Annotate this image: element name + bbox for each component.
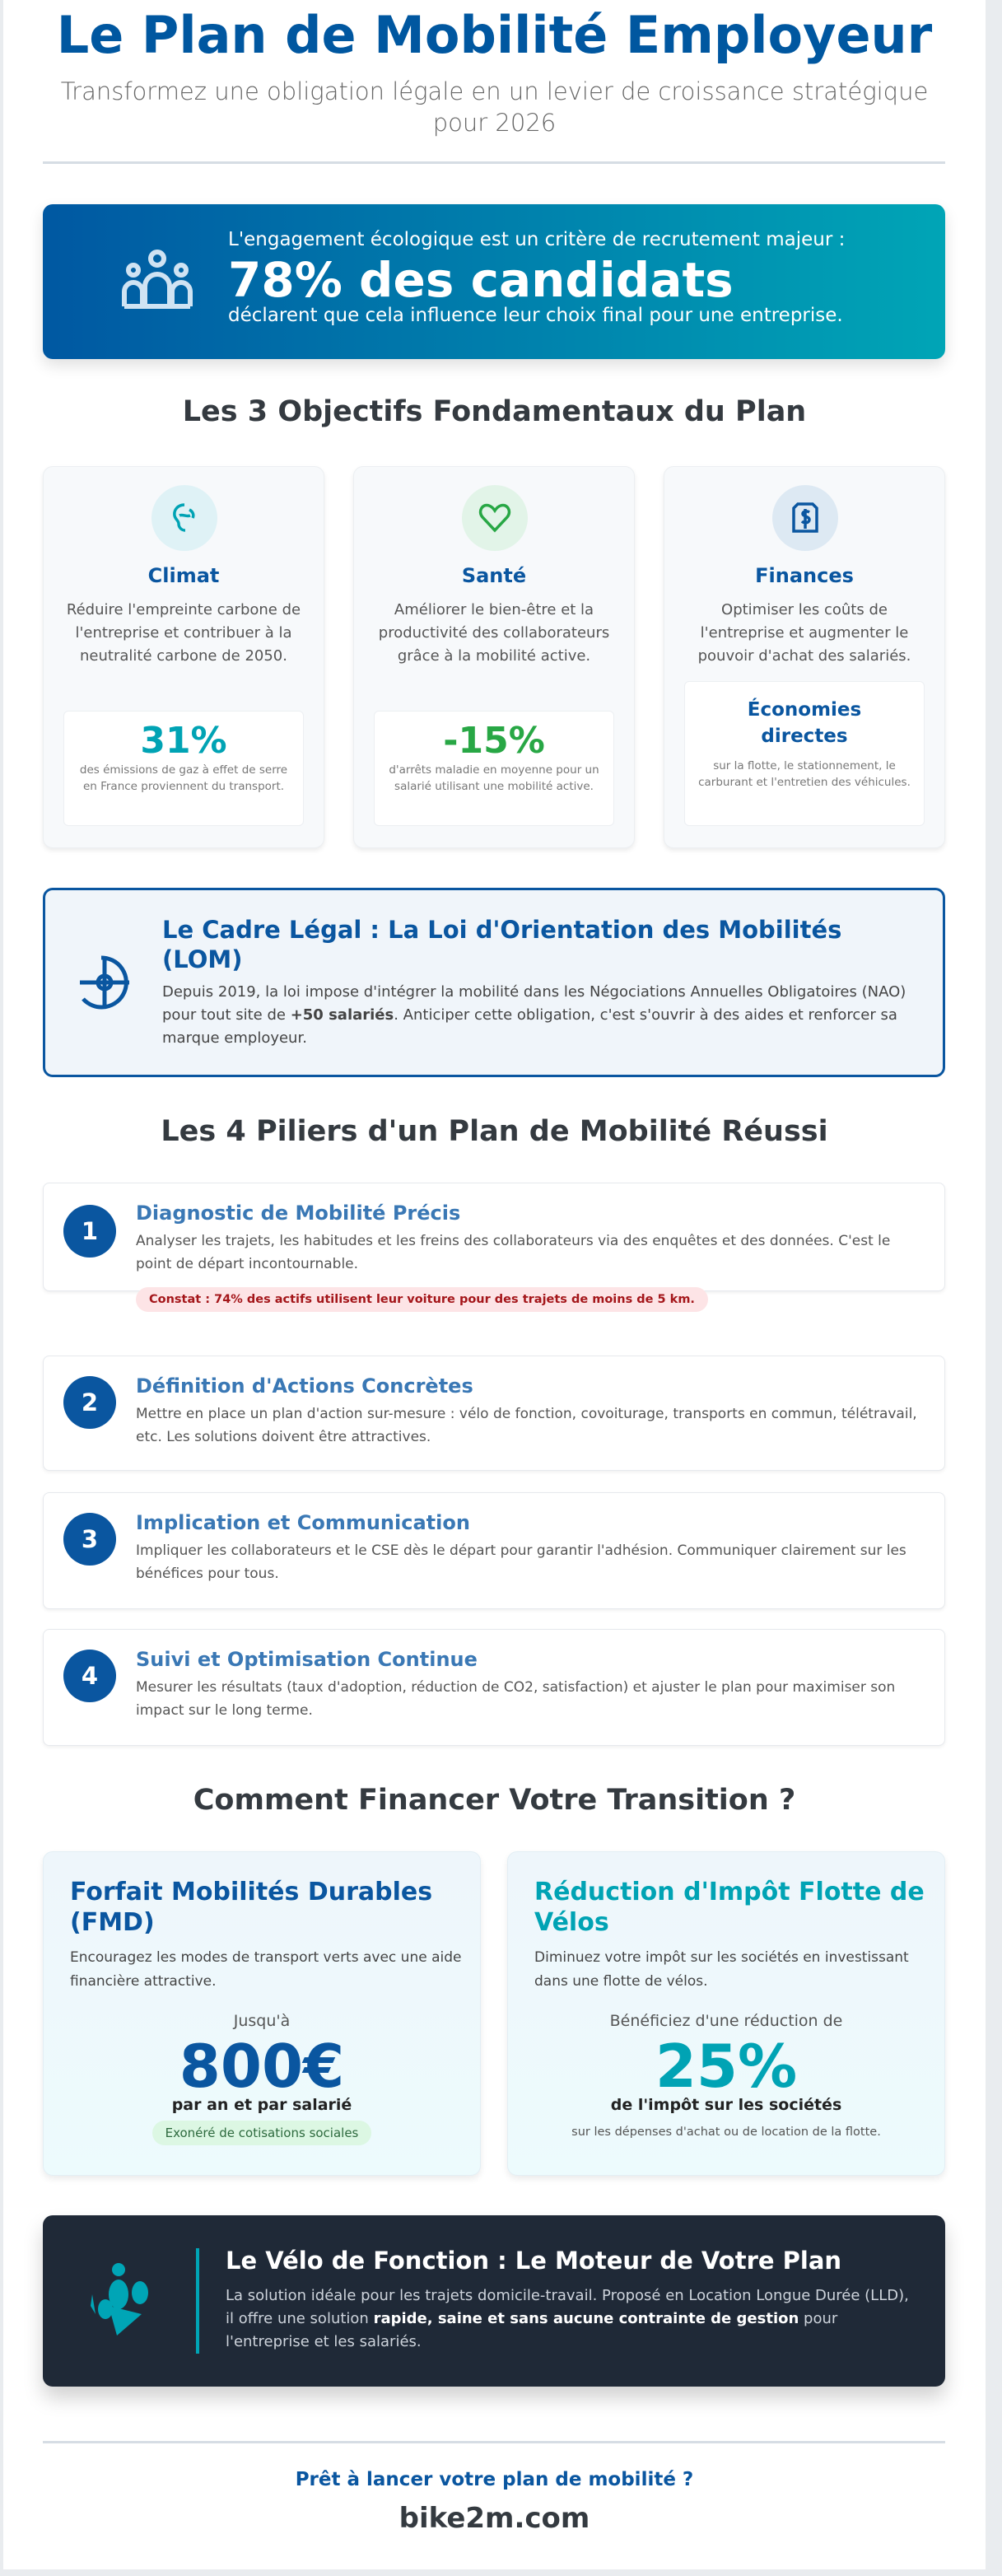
pillar-title: Diagnostic de Mobilité Précis [136,1202,461,1225]
velo-text-bold: rapide, saine et sans aucune contrainte de gestion [373,2310,799,2327]
objectives-heading: Les 3 Objectifs Fondamentaux du Plan [182,395,807,428]
fmd-pre: Jusqu'à [233,2012,291,2030]
tax-unit: de l'impôt sur les sociétés [610,2096,842,2114]
objective-card-climat [43,466,324,848]
pillar-desc: Impliquer les collaborateurs et le CSE dès le départ pour garantir l'adhésion. Communiquer clairement sur les bénéfices pour tous. [136,1542,906,1582]
stat-value: 31% [140,720,227,762]
lom-text [162,981,923,1050]
divider [43,2441,945,2443]
lom-text-end: . Anticiper cette obligation, c'est s'ouvrir à des aides et renforcer sa marque employeur. [162,1006,897,1047]
card-desc: Réduire l'empreinte carbone de l'entreprise et contribuer à la neutralité carbone de 2050. [66,601,301,665]
fmd-card [43,1851,481,2176]
fmd-badge: Exonéré de cotisations sociales [152,2121,372,2145]
pillar-card [43,1183,945,1306]
card-title: Finances [755,564,854,587]
page-subtitle: Transformez une obligation légale en un levier de croissance stratégique pour 2026 [60,77,929,137]
banner-outro: déclarent que cela influence leur choix final pour une entreprise. [228,305,843,326]
divider [43,161,945,164]
cta-text: Prêt à lancer votre plan de mobilité ? [295,2469,694,2490]
banner-headline: 78% des candidats [228,252,734,308]
tax-note: sur les dépenses d'achat ou de location de la flotte. [571,2126,881,2139]
fmd-desc: Encouragez les modes de transport verts avec une aide financière attractive. [70,1949,462,1990]
tax-pre: Bénéficiez d'une réduction de [609,2012,843,2030]
velo-text-start: La solution idéale pour les trajets domicile-travail. Proposé en Location Longue Durée (LLD), il offre une solution [226,2287,909,2327]
velo-text [226,2284,920,2354]
pillar-card [43,1492,945,1609]
fmd-value: 800€ [179,2032,345,2101]
pillar-desc: Mesurer les résultats (taux d'adoption, réduction de CO2, satisfaction) et ajuster le plan pour maximiser son impact sur le long terme. [136,1679,896,1719]
stat-desc: sur la flotte, le stationnement, le carburant et l'entretien des véhicules. [698,759,911,789]
stat-box [374,711,614,826]
step-number: 1 [63,1205,116,1258]
pillar-card [43,1629,945,1746]
accent-bar [196,2248,199,2354]
velo-text-end: pour l'entreprise et les salariés. [226,2310,838,2350]
pillar-title: Suivi et Optimisation Continue [136,1648,478,1671]
tax-value: 25% [655,2032,798,2101]
card-title: Santé [461,564,527,587]
tax-desc: Diminuez votre impôt sur les sociétés en investissant dans une flotte de vélos. [534,1949,909,1990]
banner-intro: L'engagement écologique est un critère de recrutement majeur : [228,229,846,250]
page-title: Le Plan de Mobilité Employeur [56,5,933,65]
velo-title: Le Vélo de Fonction : Le Moteur de Votre Plan [226,2247,842,2275]
pillar-title: Implication et Communication [136,1511,470,1534]
stat-desc: des émissions de gaz à effet de serre en France proviennent du transport. [79,763,288,793]
pillars-heading: Les 4 Piliers d'un Plan de Mobilité Réussi [161,1115,828,1148]
leaf-icon [151,485,217,551]
stat-box [63,711,304,826]
card-title: Climat [147,564,220,587]
site-link[interactable]: bike2m.com [398,2502,590,2535]
objective-card-sante [353,466,635,848]
card-desc: Améliorer le bien-être et la productivité des collaborateurs grâce à la mobilité active. [378,601,610,665]
stat-value: -15% [443,720,545,762]
heart-icon [462,485,528,551]
lom-text-bold: +50 salariés [290,1006,394,1024]
money-icon [772,485,838,551]
stat-tag: Constat : 74% des actifs utilisent leur voiture pour des trajets de moins de 5 km. [136,1287,708,1312]
legal-icon [77,954,133,1014]
stat-banner [43,204,945,359]
pillar-card [43,1356,945,1471]
cyclist-icon [84,2261,151,2339]
stat-desc: d'arrêts maladie en moyenne pour un salarié utilisant une mobilité active. [389,763,599,793]
lom-text-start: Depuis 2019, la loi impose d'intégrer la mobilité dans les Négociations Annuelles Obligatoires (NAO) pour tout site de [162,983,906,1024]
velo-box [43,2215,945,2387]
pillar-desc: Mettre en place un plan d'action sur-mesure : vélo de fonction, covoiturage, transports en commun, télétravail, etc. Les solutions doivent être attractives. [136,1406,917,1445]
card-desc: Optimiser les coûts de l'entreprise et augmenter le pouvoir d'achat des salariés. [697,601,911,665]
stat-value: Économies directes [747,699,862,747]
page [3,0,986,2569]
tax-card [507,1851,945,2176]
tax-title: Réduction d'Impôt Flotte de Vélos [534,1878,925,1937]
step-number: 3 [63,1513,116,1566]
stat-box [684,681,925,826]
fmd-unit: par an et par salarié [171,2096,352,2114]
lom-box [43,888,945,1077]
step-number: 4 [63,1650,116,1702]
fmd-title: Forfait Mobilités Durables (FMD) [70,1878,433,1937]
users-icon [122,249,193,313]
step-number: 2 [63,1376,116,1429]
objective-card-finances [664,466,945,848]
pillar-desc: Analyser les trajets, les habitudes et les freins des collaborateurs via des enquêtes et des données. C'est le point de départ incontournable. [136,1233,891,1272]
lom-title: Le Cadre Légal : La Loi d'Orientation des Mobilités (LOM) [162,916,842,973]
pillar-title: Définition d'Actions Concrètes [136,1374,473,1398]
financing-heading: Comment Financer Votre Transition ? [193,1784,796,1817]
